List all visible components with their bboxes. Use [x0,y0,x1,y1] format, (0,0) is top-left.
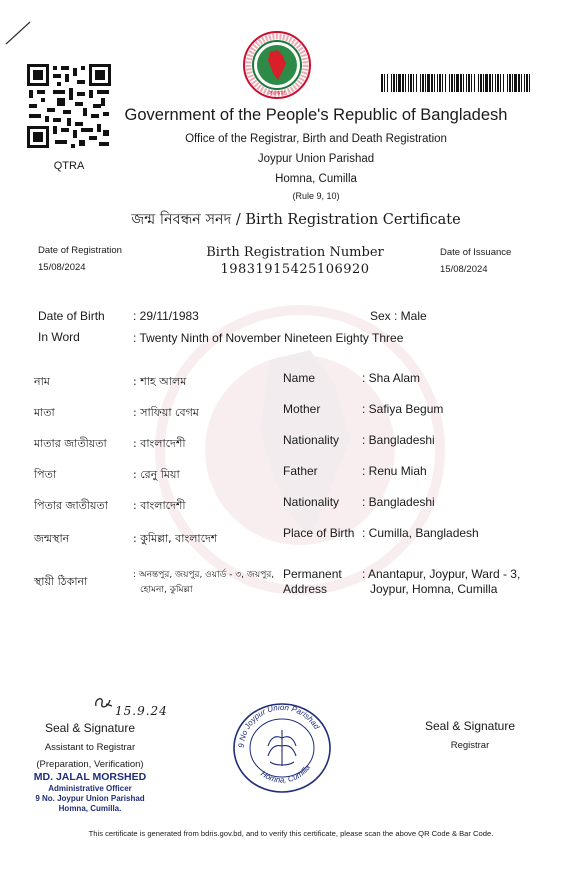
barcode-bar [524,74,525,92]
row-mother-bn-label: মাতা [34,406,55,419]
barcode-bar [483,74,484,92]
barcode-bar [492,74,493,92]
barcode-bar [437,74,438,92]
sex-value: Sex : Male [370,309,427,323]
address-bn-label: স্থায়ী ঠিকানা [34,575,88,588]
barcode-bar [434,74,435,92]
assistant-registrar-role2: (Preparation, Verification) [36,759,144,770]
certificate-title: জন্ম নিবন্ধন সনদ / Birth Registration Certificate [131,212,461,228]
office-title: Office of the Registrar, Birth and Death Registration [185,133,447,145]
svg-text:9 No Joypur Union Parishad [237,703,322,748]
barcode-bar [442,74,443,92]
row-mother-en-label: Mother [283,402,321,416]
barcode-bar [396,74,397,92]
barcode-bar [402,74,404,92]
barcode-bar [526,74,528,92]
row-birthplace-en-label: Place of Birth [283,526,355,540]
barcode-bar [384,74,385,92]
barcode-bar [456,74,459,92]
row-mother-bn-value: : সাফিয়া বেগম [133,406,199,419]
barcode-bar [391,74,392,92]
barcode-bar [495,74,496,92]
right-seal-signature: Seal & Signature [424,719,516,733]
barcode-bar [500,74,501,92]
row-mother-nationality-en-value: : Bangladeshi [362,433,435,447]
row-name-bn-label: নাম [34,375,50,388]
barcode-bar [518,74,520,92]
barcode-bar [427,74,430,92]
union-parishad-stamp [230,700,334,796]
barcode-bar [497,74,499,92]
row-mother-nationality-bn-value: : বাংলাদেশী [133,437,186,450]
barcode-bar [480,74,482,92]
union-location: Homna, Cumilla [275,173,357,185]
barcode-bar [503,74,504,92]
date-of-issuance-value: 15/08/2024 [440,264,488,275]
barcode-bar [509,74,511,92]
barcode-bar [474,74,475,92]
barcode-bar [485,74,488,92]
barcode-bar [408,74,409,92]
barcode-bar [451,74,453,92]
date-of-registration-label: Date of Registration [38,245,122,256]
qr-code [27,64,111,148]
barcode-bar [512,74,513,92]
qr-label: QTRA [53,160,85,172]
barcode-bar [422,74,424,92]
handwritten-signature [92,694,116,712]
address-en-label-line1: Permanent [283,567,342,581]
svg-text:Homna, Cumilla [259,763,312,785]
barcode-bar [387,74,388,92]
row-mother-nationality-bn-label: মাতার জাতীয়তা [34,437,107,450]
barcode-bar [398,74,401,92]
barcode-bar [425,74,426,92]
address-en-value-line2: Joypur, Homna, Cumilla [370,582,498,596]
address-bn-value-line1: : অনন্তপুর, জয়পুর, ওয়ার্ড - ৩, জয়পুর, [133,570,275,580]
in-word-label: In Word [38,330,80,344]
barcode-bar [416,74,417,92]
barcode-bar [445,74,446,92]
row-father-en-label: Father [283,464,318,478]
verification-note: This certificate is generated from bdris.gov.bd, and to verify this certificate, please scan the above QR Code & Bar Code. [88,829,494,838]
left-seal-signature: Seal & Signature [44,721,136,735]
barcode-bar [420,74,421,92]
date-of-issuance-label: Date of Issuance [440,247,512,258]
barcode-bar [514,74,517,92]
stamp-bottom-text: Homna, Cumilla [259,763,313,785]
row-father-nationality-bn-label: পিতার জাতীয়তা [34,499,108,512]
barcode-bar [410,74,412,92]
pen-mark [4,20,32,46]
registration-number-label: Birth Registration Number [206,245,384,260]
barcode-bar [468,74,470,92]
barcode-bar [478,74,479,92]
row-birthplace-bn-label: জন্মস্থান [34,532,70,545]
row-mother-nationality-en-label: Nationality [283,433,340,447]
address-en-label-line2: Address [283,582,328,596]
registrar-role: Registrar [450,740,490,751]
government-title: Government of the People's Republic of Bangladesh [124,106,508,124]
barcode-bar [529,74,530,92]
row-name-bn-value: : শাহ আলম [133,375,187,388]
barcode-bar [463,74,464,92]
dob-value: : 29/11/1983 [133,309,199,323]
row-father-en-value: : Renu Miah [362,464,427,478]
stamp-top-text: 9 No Joypur Union Parishad [236,702,322,749]
barcode-bar [413,74,414,92]
barcode-bar [507,74,508,92]
row-father-nationality-bn-value: : বাংলাদেশী [133,499,186,512]
barcode [381,74,533,92]
row-name-en-value: : Sha Alam [362,371,421,385]
barcode-bar [405,74,406,92]
barcode-bar [431,74,433,92]
row-father-nationality-en-value: : Bangladeshi [362,495,435,509]
row-name-en-label: Name [283,371,316,385]
rule-reference: (Rule 9, 10) [292,191,340,201]
row-mother-en-value: : Safiya Begum [362,402,444,416]
barcode-bar [393,74,395,92]
barcode-bar [381,74,383,92]
date-of-registration-value: 15/08/2024 [38,262,86,273]
barcode-bar [466,74,467,92]
officer-office: 9 No. Joypur Union Parishad [35,794,145,803]
address-en-value-line1: : Anantapur, Joypur, Ward - 3, [362,567,521,581]
row-birthplace-bn-value: : কুমিল্লা, বাংলাদেশ [133,532,218,545]
officer-title: Administrative Officer [48,784,132,793]
assistant-registrar-role: Assistant to Registrar [44,742,136,753]
in-word-value: : Twenty Ninth of November Nineteen Eighty Three [133,331,404,345]
row-father-bn-value: : রেনু মিয়া [133,468,180,481]
officer-name: MD. JALAL MORSHED [33,771,147,783]
emblem-text-bottom: সরকার [268,90,286,97]
union-name: Joypur Union Parishad [257,153,375,165]
row-father-bn-label: পিতা [34,468,57,481]
barcode-bar [449,74,450,92]
dob-label: Date of Birth [38,309,105,323]
row-father-nationality-en-label: Nationality [283,495,340,509]
barcode-bar [489,74,491,92]
barcode-bar [471,74,472,92]
row-birthplace-en-value: : Cumilla, Bangladesh [362,526,479,540]
barcode-bar [454,74,455,92]
registration-number-value: 19831915425106920 [220,262,370,277]
barcode-bar [460,74,462,92]
handwritten-date: 15.9.24 [115,704,168,718]
barcode-bar [521,74,522,92]
address-bn-value-line2: হোমনা, কুমিল্লা [140,585,193,595]
barcode-bar [439,74,441,92]
officer-place: Homna, Cumilla. [58,804,122,813]
